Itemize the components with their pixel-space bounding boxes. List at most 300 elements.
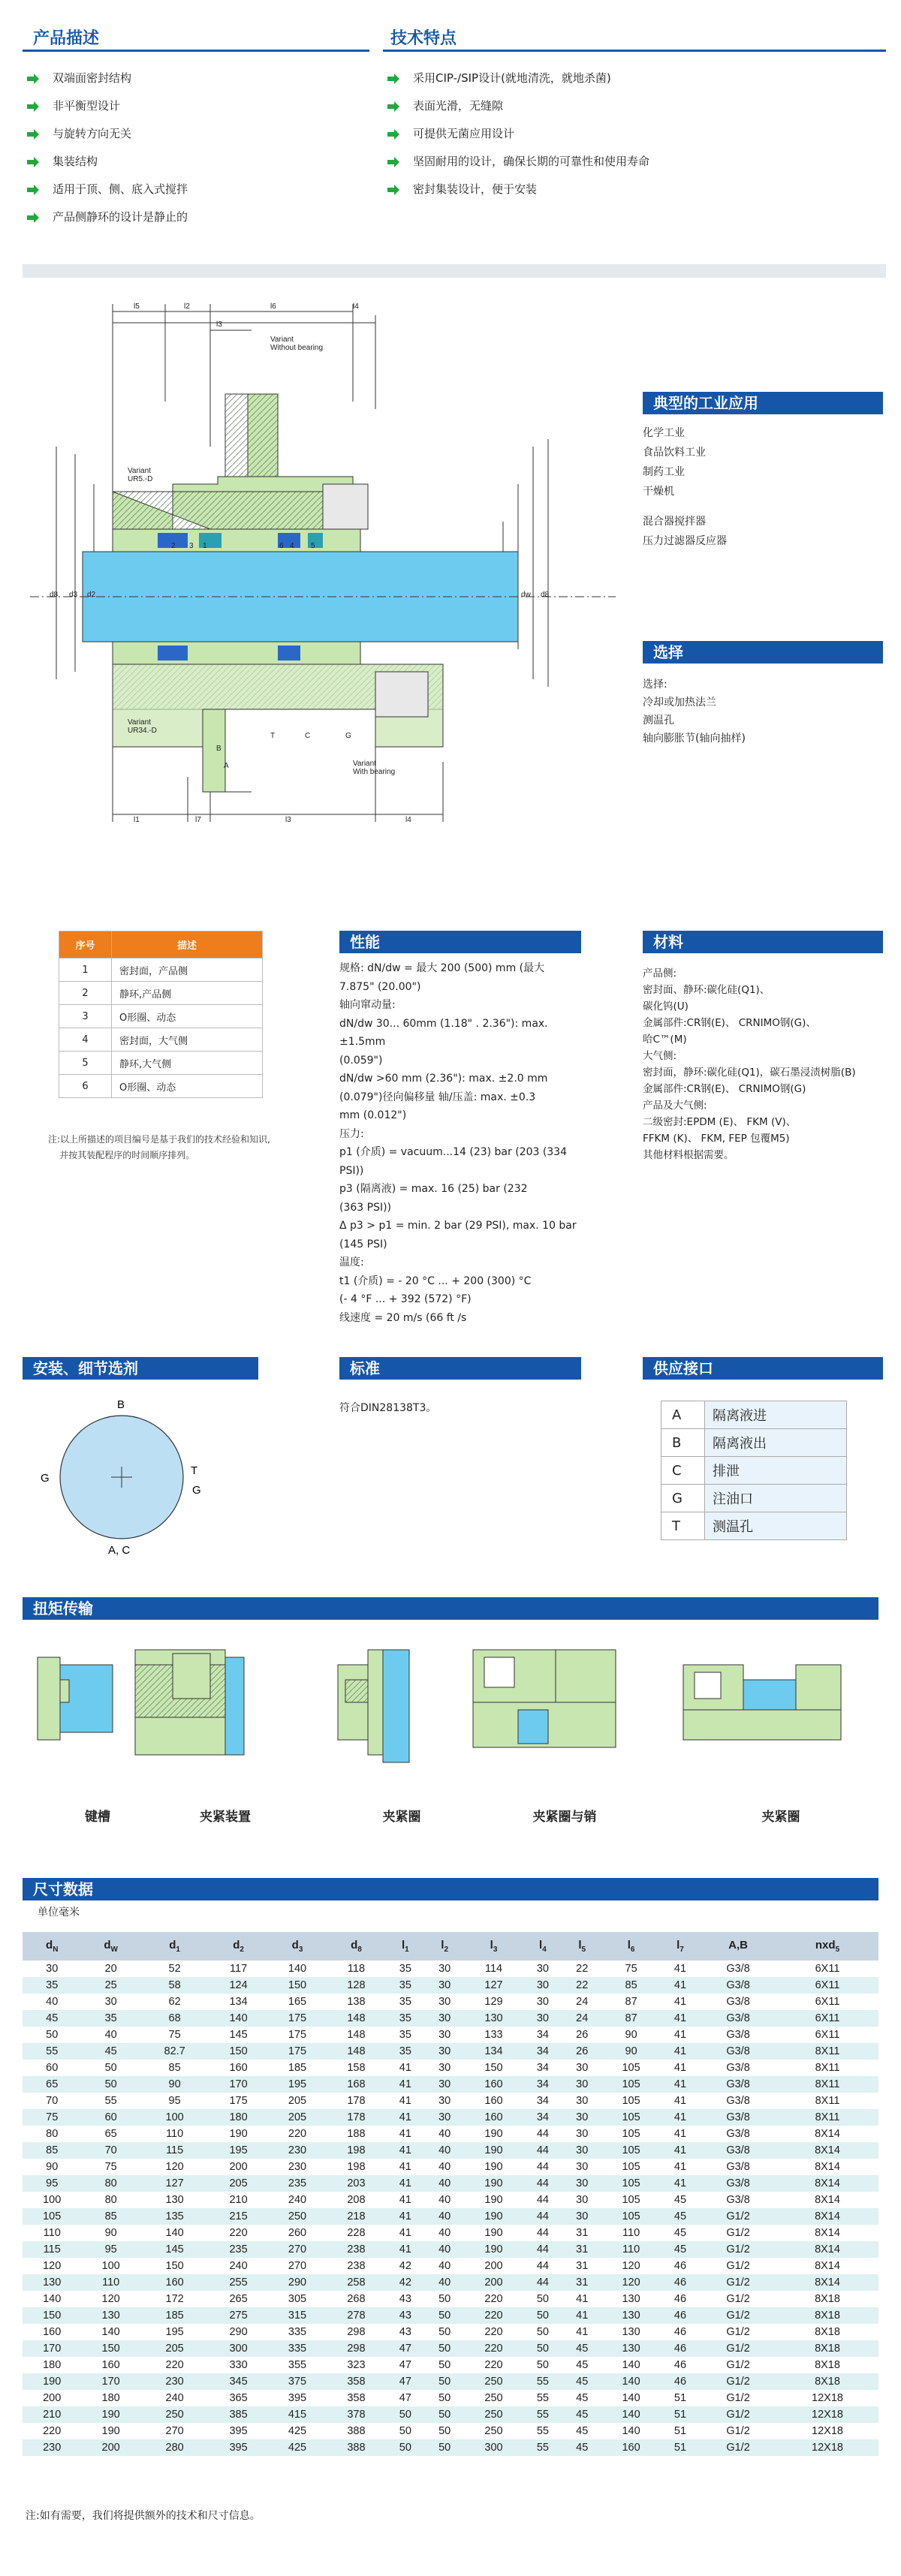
table-row [23, 2307, 878, 2324]
dim-cell: 41 [661, 1977, 700, 1994]
dim-cell: 180 [43, 2359, 62, 2371]
dim-cell: 210 [23, 2406, 81, 2423]
dim-cell: 50 [386, 2439, 425, 2456]
dim-cell: 145 [229, 2029, 248, 2041]
dim-cell: 41 [562, 2307, 601, 2324]
dim-cell: 205 [140, 2340, 209, 2357]
dim-cell: 335 [288, 2326, 307, 2338]
dim-cell: 30 [46, 1963, 59, 1975]
dim-cell: 34 [523, 2076, 562, 2093]
table-row [23, 2043, 878, 2060]
svg-text:l5: l5 [134, 302, 140, 311]
dim-cell: 130 [81, 2307, 140, 2324]
dim-cell: 30 [104, 1996, 117, 2008]
table-row [23, 2406, 878, 2423]
dim-cell: 230 [288, 2161, 307, 2173]
svg-text:2: 2 [171, 542, 176, 550]
dim-cell: 105 [622, 2194, 640, 2206]
dim-cell: 190 [484, 2194, 503, 2206]
dim-cell: 55 [523, 2439, 562, 2456]
text-line: 化学工业 [643, 427, 685, 439]
dim-cell: 114 [484, 1963, 503, 1975]
text-line: 轴向窜动量: [339, 999, 396, 1011]
dim-cell: 425 [268, 2439, 327, 2456]
table-row [23, 2175, 878, 2192]
dim-cell: 280 [140, 2439, 209, 2456]
arrow-bullet-icon [387, 128, 399, 140]
conn-top-label: B [117, 1398, 125, 1411]
dim-cell: 47 [386, 2340, 425, 2357]
dim-cell: G3/8 [726, 1963, 750, 1975]
keyway-diagram [38, 1657, 113, 1740]
table-row [23, 2010, 878, 2027]
dim-cell: 22 [562, 1977, 601, 1994]
dim-cell: 35 [399, 1996, 411, 2008]
dim-cell: 41 [386, 2142, 425, 2159]
table-row [59, 958, 263, 982]
table-row [23, 2241, 878, 2258]
dim-cell: 30 [425, 2010, 464, 2027]
dim-cell: 210 [229, 2194, 248, 2206]
dim-cell: 8X14 [776, 2142, 878, 2159]
dim-cell: 208 [347, 2194, 366, 2206]
dim-cell: 44 [536, 2194, 549, 2206]
torque-label-clamp-ring-2: 夹紧圈 [761, 1810, 800, 1825]
arrow-bullet-icon [387, 156, 399, 168]
dim-cell: 150 [23, 2307, 81, 2324]
part-desc: 密封面，大气侧 [112, 1028, 263, 1052]
svg-text:l3: l3 [216, 320, 222, 329]
options-list [643, 676, 746, 748]
dim-cell: 235 [268, 2175, 327, 2192]
supply-value: 隔离液进 [705, 1401, 847, 1429]
dim-cell: 75 [625, 1963, 637, 1975]
svg-text:6: 6 [279, 542, 284, 550]
dim-cell: 41 [673, 1963, 687, 1975]
dim-cell: 315 [268, 2307, 327, 2324]
dim-cell: 50 [425, 2307, 464, 2324]
part-desc: O形圈、动态 [112, 1075, 263, 1098]
dim-cell: 40 [425, 2142, 464, 2159]
dim-cell: 50 [425, 2373, 464, 2390]
svg-text:VariantUR34.-D: Variant UR34.-D [128, 718, 157, 735]
dim-cell: 41 [673, 2161, 687, 2173]
parts-col-desc: 描述 [112, 931, 263, 958]
dim-cell: 130 [165, 2194, 184, 2206]
dim-cell: 50 [438, 2359, 451, 2371]
dim-cell: 30 [576, 2161, 589, 2173]
parts-col-no: 序号 [59, 931, 112, 958]
dim-cell: 46 [673, 2326, 687, 2338]
table-row [23, 2274, 878, 2291]
dim-cell: 30 [523, 2010, 562, 2027]
dim-cell: 82.7 [140, 2043, 209, 2060]
dim-cell: 120 [43, 2260, 62, 2272]
dim-cell: 158 [347, 2062, 366, 2074]
dim-cell: 230 [23, 2439, 81, 2456]
product-desc-rule [23, 50, 369, 52]
dim-cell: 50 [536, 2293, 549, 2305]
dim-cell: 30 [536, 1963, 549, 1975]
dim-cell: 55 [536, 2392, 549, 2404]
dim-cell: 190 [464, 2142, 523, 2159]
dim-cell: 305 [288, 2293, 307, 2305]
dim-cell: 175 [268, 2010, 327, 2027]
dim-cell: 30 [425, 1977, 464, 1994]
table-row [661, 1512, 847, 1540]
dim-cell: 34 [536, 2029, 549, 2041]
dim-cell: 228 [347, 2227, 366, 2239]
table-row [23, 2208, 878, 2225]
dim-cell: G3/8 [726, 2128, 750, 2140]
dim-cell: 12X18 [776, 2439, 878, 2456]
dim-cell: 105 [622, 2128, 640, 2140]
dim-cell: 195 [165, 2326, 184, 2338]
dim-cell: 345 [209, 2373, 267, 2390]
dim-cell: 55 [523, 2406, 562, 2423]
dim-cell: 35 [386, 2043, 425, 2060]
dim-cell: 240 [165, 2392, 184, 2404]
dim-cell: 185 [140, 2307, 209, 2324]
text-line: FFKM (K)、 FKM, FEP 包覆M5) [643, 1133, 790, 1145]
dim-cell: 30 [576, 2062, 589, 2074]
dim-cell: 330 [229, 2359, 248, 2371]
dim-cell: 44 [523, 2208, 562, 2225]
dim-cell: 220 [464, 2340, 523, 2357]
dim-cell: G1/2 [700, 2274, 776, 2291]
dim-cell: 105 [601, 2208, 660, 2225]
dim-cell: 160 [464, 2076, 523, 2093]
dim-col-header: $l_7$ [661, 1932, 700, 1961]
dim-cell: 355 [288, 2359, 307, 2371]
dim-cell: 50 [46, 2029, 59, 2041]
dim-cell: 50 [523, 2307, 562, 2324]
supply-value: 注油口 [705, 1485, 847, 1512]
dim-cell: G3/8 [700, 1977, 776, 1994]
dim-cell: 220 [484, 2293, 503, 2305]
dim-cell: 130 [464, 2010, 523, 2027]
dim-cell: 128 [327, 1977, 385, 1994]
text-line: t1 (介质) = - 20 °C ... + 200 (300) °C [339, 1274, 532, 1287]
dim-cell: 298 [347, 2326, 366, 2338]
dim-cell: 43 [399, 2293, 411, 2305]
dim-cell: 35 [81, 2010, 140, 2027]
torque-label-clamp-device: 夹紧装置 [200, 1810, 251, 1825]
table-row [23, 2027, 878, 2043]
dim-cell: 44 [523, 2142, 562, 2159]
dim-cell: 235 [209, 2241, 267, 2258]
dim-cell: 70 [46, 2095, 59, 2107]
dim-cell: 395 [209, 2439, 267, 2456]
dim-cell: 47 [399, 2392, 411, 2404]
dim-cell: 55 [23, 2043, 81, 2060]
dim-cell: 190 [484, 2128, 503, 2140]
dim-cell: 41 [661, 2142, 700, 2159]
dim-col-header: $l_2$ [425, 1932, 464, 1961]
variant-without-bearing: Variant Without bearing [270, 336, 324, 352]
dim-cell: 46 [661, 2274, 700, 2291]
text-line: 密封面，静环:碳化硅(Q1)，碳石墨浸渍树脂(B) [643, 1067, 856, 1079]
dim-cell: 425 [288, 2425, 307, 2437]
dim-cell: 55 [104, 2095, 117, 2107]
supply-key: B [661, 1429, 705, 1457]
svg-text:l4: l4 [405, 816, 411, 824]
dim-cell: 35 [386, 1977, 425, 1994]
text-line: 温度: [339, 1256, 364, 1268]
dim-cell: 41 [661, 2043, 700, 2060]
dim-cell: 160 [601, 2439, 660, 2456]
dim-cell: 200 [43, 2392, 62, 2404]
dim-cell: G1/2 [700, 2406, 776, 2423]
dim-cell: 133 [484, 2029, 503, 2041]
dim-cell: 24 [576, 1996, 589, 2008]
supply-key: T [661, 1512, 705, 1540]
table-row [23, 2357, 878, 2373]
dim-cell: 45 [562, 2373, 601, 2390]
dim-cell: 44 [536, 2161, 549, 2173]
dim-cell: 41 [386, 2241, 425, 2258]
dim-cell: 110 [81, 2274, 140, 2291]
list-item-text: 集装结构 [53, 155, 98, 168]
text-line: 测温孔 [643, 715, 674, 727]
dim-cell: 50 [438, 2392, 451, 2404]
list-item-text: 产品侧静环的设计是静止的 [53, 210, 188, 224]
table-row [23, 2423, 878, 2439]
dim-cell: 178 [347, 2095, 366, 2107]
text-line: p1 (介质) = vacuum...14 (23) bar (203 (334 [339, 1146, 568, 1158]
dim-cell: 150 [209, 2043, 267, 2060]
dim-cell: 90 [625, 2029, 637, 2041]
svg-text:d8: d8 [50, 591, 59, 599]
dim-cell: 50 [425, 2340, 464, 2357]
dim-cell: G1/2 [700, 2340, 776, 2357]
table-row [23, 2225, 878, 2241]
dim-cell: 290 [268, 2274, 327, 2291]
dim-cell: 50 [536, 2359, 549, 2371]
dim-cell: 8X18 [815, 2359, 840, 2371]
dim-cell: 190 [229, 2128, 248, 2140]
text-line: 线速度 = 20 m/s (66 ft /s [339, 1311, 467, 1324]
list-item-text: 适用于顶、侧、底入式搅拌 [53, 182, 188, 196]
arrow-bullet-icon [387, 101, 399, 113]
dim-cell: 205 [288, 2095, 307, 2107]
dim-cell: 195 [268, 2076, 327, 2093]
list-item [23, 203, 188, 231]
supply-key: G [661, 1485, 705, 1512]
dim-cell: 40 [438, 2194, 451, 2206]
dim-cell: 75 [104, 2161, 117, 2173]
dim-cell: 188 [347, 2128, 366, 2140]
dimensions-unit: 单位毫米 [38, 1906, 80, 1918]
text-line: (0.059") [339, 1054, 383, 1067]
dim-cell: 105 [622, 2161, 640, 2173]
table-row [23, 2060, 878, 2076]
dim-cell: 41 [661, 2109, 700, 2126]
dim-cell: 41 [399, 2062, 411, 2074]
dim-cell: 85 [601, 1977, 660, 1994]
dim-cell: 130 [601, 2340, 660, 2357]
dim-cell: 168 [327, 2076, 385, 2093]
dim-cell: 220 [464, 2307, 523, 2324]
text-line: 制药工业 [643, 466, 685, 478]
dim-cell: 238 [327, 2241, 385, 2258]
dim-cell: G1/2 [726, 2260, 750, 2272]
dim-cell: 358 [327, 2373, 385, 2390]
part-desc: 静环,产品侧 [112, 982, 263, 1005]
dim-cell: 8X18 [815, 2326, 840, 2338]
text-line: p3 (隔离液) = max. 16 (25) bar (232 [339, 1183, 528, 1195]
standard-title: 标准 [339, 1357, 581, 1380]
svg-text:d3: d3 [69, 591, 78, 599]
dim-cell: 127 [464, 1977, 523, 1994]
dim-cell: 105 [622, 2095, 640, 2107]
dim-cell: 198 [347, 2161, 366, 2173]
dim-cell: 105 [622, 2062, 640, 2074]
table-row [23, 2258, 878, 2274]
dim-cell: 46 [661, 2373, 700, 2390]
svg-text:1: 1 [203, 542, 207, 550]
dim-cell: 45 [562, 2340, 601, 2357]
dim-cell: 265 [229, 2293, 248, 2305]
dim-cell: 250 [464, 2373, 523, 2390]
dim-cell: 30 [576, 2095, 589, 2107]
table-row [23, 2390, 878, 2406]
dim-cell: G1/2 [700, 2208, 776, 2225]
dim-cell: 190 [464, 2241, 523, 2258]
dim-cell: 165 [288, 1996, 307, 2008]
dim-cell: 8X14 [776, 2175, 878, 2192]
parts-note: 注:以上所描述的项目编号是基于我们的技术经验和知识, 并按其装配程序的时间顺序排列。 [48, 1134, 270, 1160]
dim-cell: 51 [673, 2425, 687, 2437]
dim-cell: 195 [209, 2142, 267, 2159]
dim-cell: 35 [386, 2010, 425, 2027]
dim-cell: 46 [673, 2260, 687, 2272]
dim-cell: 41 [399, 2095, 411, 2107]
dim-cell: 250 [268, 2208, 327, 2225]
dim-cell: 270 [268, 2241, 327, 2258]
dim-cell: 250 [140, 2406, 209, 2423]
text-line: 冷却或加热法兰 [643, 697, 716, 709]
list-item [23, 65, 188, 92]
seal-cross-section-drawing [23, 296, 623, 837]
options-title: 选择 [643, 641, 883, 664]
dim-cell: 160 [484, 2095, 503, 2107]
text-line: dN/dw >60 mm (2.36"): max. ±2.0 mm [339, 1073, 548, 1085]
standard-text: 符合DIN28138T3。 [339, 1402, 437, 1414]
applications-list [643, 423, 727, 551]
dim-cell: 52 [168, 1963, 181, 1975]
dim-cell: 145 [140, 2241, 209, 2258]
dim-cell: 41 [673, 2128, 687, 2140]
dim-cell: 230 [140, 2373, 209, 2390]
dim-cell: 30 [576, 2128, 589, 2140]
dim-cell: 85 [168, 2062, 181, 2074]
dim-cell: 75 [168, 2029, 181, 2041]
dim-cell: 75 [23, 2109, 81, 2126]
conn-right-top-label: T [191, 1464, 198, 1477]
dim-cell: 30 [523, 1977, 562, 1994]
dim-cell: 44 [536, 2128, 549, 2140]
dim-cell: 205 [209, 2175, 267, 2192]
dim-cell: 40 [425, 2208, 464, 2225]
dim-cell: G3/8 [726, 1996, 750, 2008]
dim-cell: 41 [661, 2175, 700, 2192]
dim-cell: 95 [81, 2241, 140, 2258]
dim-cell: 190 [101, 2425, 120, 2437]
dim-cell: G3/8 [726, 2194, 750, 2206]
dim-cell: 218 [327, 2208, 385, 2225]
svg-text:C: C [305, 732, 311, 740]
svg-text:l2: l2 [184, 302, 190, 311]
dim-cell: 200 [229, 2161, 248, 2173]
dim-cell: 51 [661, 2406, 700, 2423]
dim-cell: 30 [562, 2175, 601, 2192]
supply-value: 测温孔 [705, 1512, 847, 1540]
dim-cell: 395 [288, 2392, 307, 2404]
torque-diagrams [23, 1635, 878, 1785]
dim-cell: 25 [81, 1977, 140, 1994]
dim-cell: G3/8 [726, 2095, 750, 2107]
dim-cell: 60 [46, 2062, 59, 2074]
dim-cell: 215 [209, 2208, 267, 2225]
dim-cell: 172 [165, 2293, 184, 2305]
clamp-ring-2-diagram [683, 1665, 841, 1740]
text-line: ±1.5mm [339, 1036, 386, 1048]
svg-text:3: 3 [189, 542, 194, 550]
text-line: 二级密封:EPDM (E)、 FKM (V)、 [643, 1116, 797, 1128]
dim-cell: G3/8 [700, 2109, 776, 2126]
dim-cell: 250 [464, 2406, 523, 2423]
table-row [23, 2159, 878, 2175]
dim-cell: 120 [622, 2260, 640, 2272]
dim-cell: 35 [399, 1963, 411, 1975]
dim-cell: 8X14 [776, 2241, 878, 2258]
dim-cell: 185 [288, 2062, 307, 2074]
dim-cell: 46 [673, 2293, 687, 2305]
dim-cell: 260 [288, 2227, 307, 2239]
dim-cell: 20 [104, 1963, 117, 1975]
dim-cell: 200 [464, 2274, 523, 2291]
tech-rule [383, 50, 886, 52]
table-row [661, 1429, 847, 1457]
arrow-bullet-icon [27, 184, 39, 196]
table-row [23, 1994, 878, 2010]
dim-cell: 220 [43, 2425, 62, 2437]
dim-cell: G1/2 [726, 2425, 750, 2437]
dim-cell: 30 [438, 2062, 451, 2074]
dim-col-header: $d_1$ [140, 1932, 209, 1961]
table-row [59, 1075, 263, 1098]
text-line: 金属部件:CR钢(E)、 CRNIMO钢(G) [643, 1083, 806, 1095]
dim-cell: 275 [209, 2307, 267, 2324]
dim-cell: 115 [140, 2142, 209, 2159]
table-row [23, 2340, 878, 2357]
dim-cell: 135 [140, 2208, 209, 2225]
dim-cell: 41 [386, 2109, 425, 2126]
dim-cell: 323 [347, 2359, 366, 2371]
dim-cell: 268 [347, 2293, 366, 2305]
supply-table [661, 1401, 847, 1540]
dim-cell: 45 [81, 2043, 140, 2060]
product-desc-title: 产品描述 [33, 29, 100, 48]
dim-cell: 124 [209, 1977, 267, 1994]
applications-title: 典型的工业应用 [643, 392, 883, 414]
svg-text:l4: l4 [353, 302, 359, 311]
dim-cell: 41 [399, 2161, 411, 2173]
dim-cell: 31 [576, 2260, 589, 2272]
dim-cell: 30 [438, 2029, 451, 2041]
table-row [23, 2126, 878, 2142]
